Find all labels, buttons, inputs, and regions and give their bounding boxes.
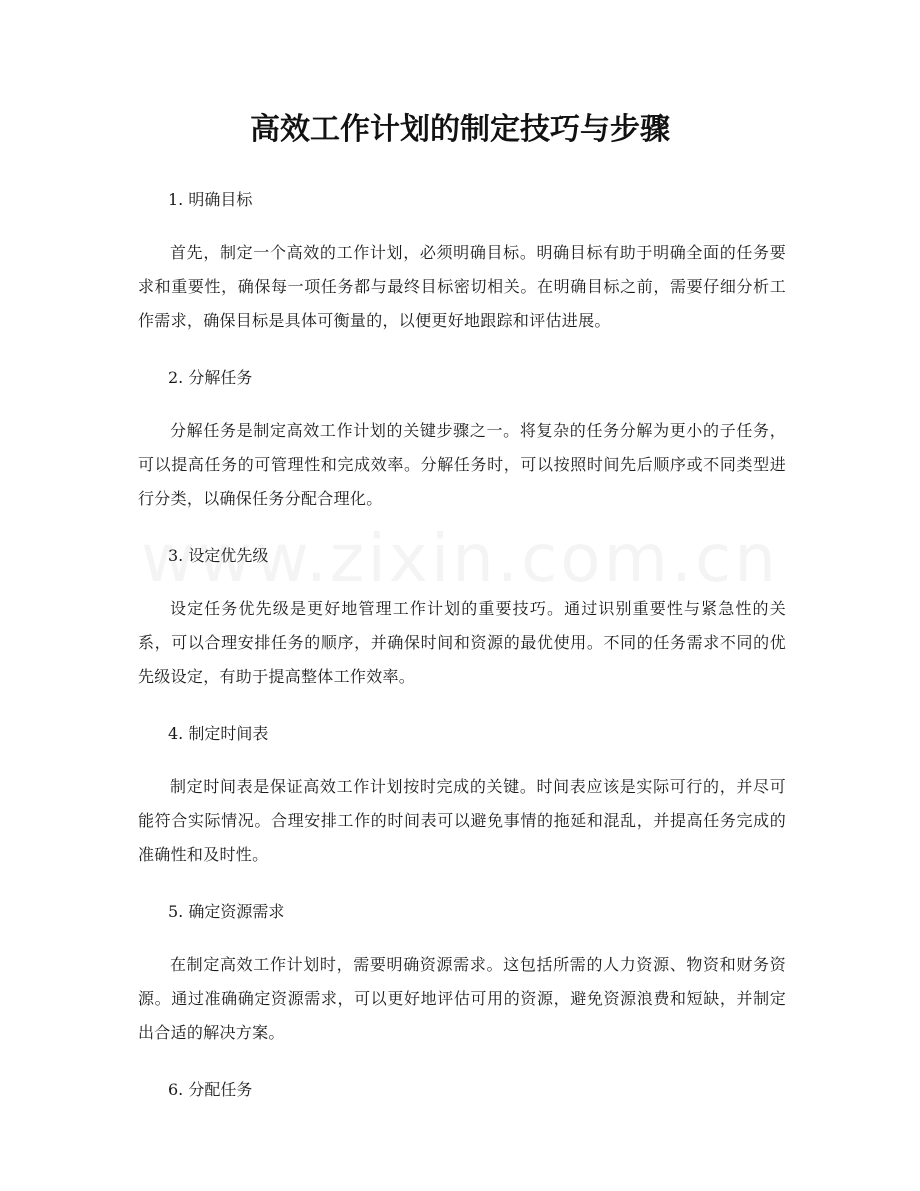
section-1: [138, 186, 786, 338]
section-heading: 6. 分配任务: [168, 1080, 253, 1099]
section-heading: 2. 分解任务: [168, 368, 253, 387]
section-paragraph: 分解任务是制定高效工作计划的关键步骤之一。将复杂的任务分解为更小的子任务，可以提高任务的可管理性和完成效率。分解任务时，可以按照时间先后顺序或不同类型进行分类，以确保任务分配合理化。: [138, 421, 786, 508]
section-4: [138, 720, 786, 872]
section-heading: 3. 设定优先级: [168, 546, 269, 565]
section-heading: 4. 制定时间表: [168, 724, 269, 743]
section-heading: 5. 确定资源需求: [168, 902, 285, 921]
section-heading: 1. 明确目标: [168, 190, 253, 209]
section-2: [138, 364, 786, 516]
section-paragraph: 制定时间表是保证高效工作计划按时完成的关键。时间表应该是实际可行的，并尽可能符合实际情况。合理安排工作的时间表可以避免事情的拖延和混乱，并提高任务完成的准确性和及时性。: [138, 777, 786, 864]
section-paragraph: 设定任务优先级是更好地管理工作计划的重要技巧。通过识别重要性与紧急性的关系，可以合理安排任务的顺序，并确保时间和资源的最优使用。不同的任务需求不同的优先级设定，有助于提高整体工作效率。: [138, 599, 786, 686]
section-5: [138, 898, 786, 1050]
section-6: [138, 1076, 786, 1104]
document-content: [138, 186, 786, 1104]
section-paragraph: 在制定高效工作计划时，需要明确资源需求。这包括所需的人力资源、物资和财务资源。通过准确确定资源需求，可以更好地评估可用的资源，避免资源浪费和短缺，并制定出合适的解决方案。: [138, 955, 786, 1042]
section-paragraph: 首先，制定一个高效的工作计划，必须明确目标。明确目标有助于明确全面的任务要求和重要性，确保每一项任务都与最终目标密切相关。在明确目标之前，需要仔细分析工作需求，确保目标是具体可衡量的，以便更好地跟踪和评估进展。: [138, 243, 786, 330]
page-title: 高效工作计划的制定技巧与步骤: [250, 112, 670, 147]
section-3: [138, 542, 786, 694]
